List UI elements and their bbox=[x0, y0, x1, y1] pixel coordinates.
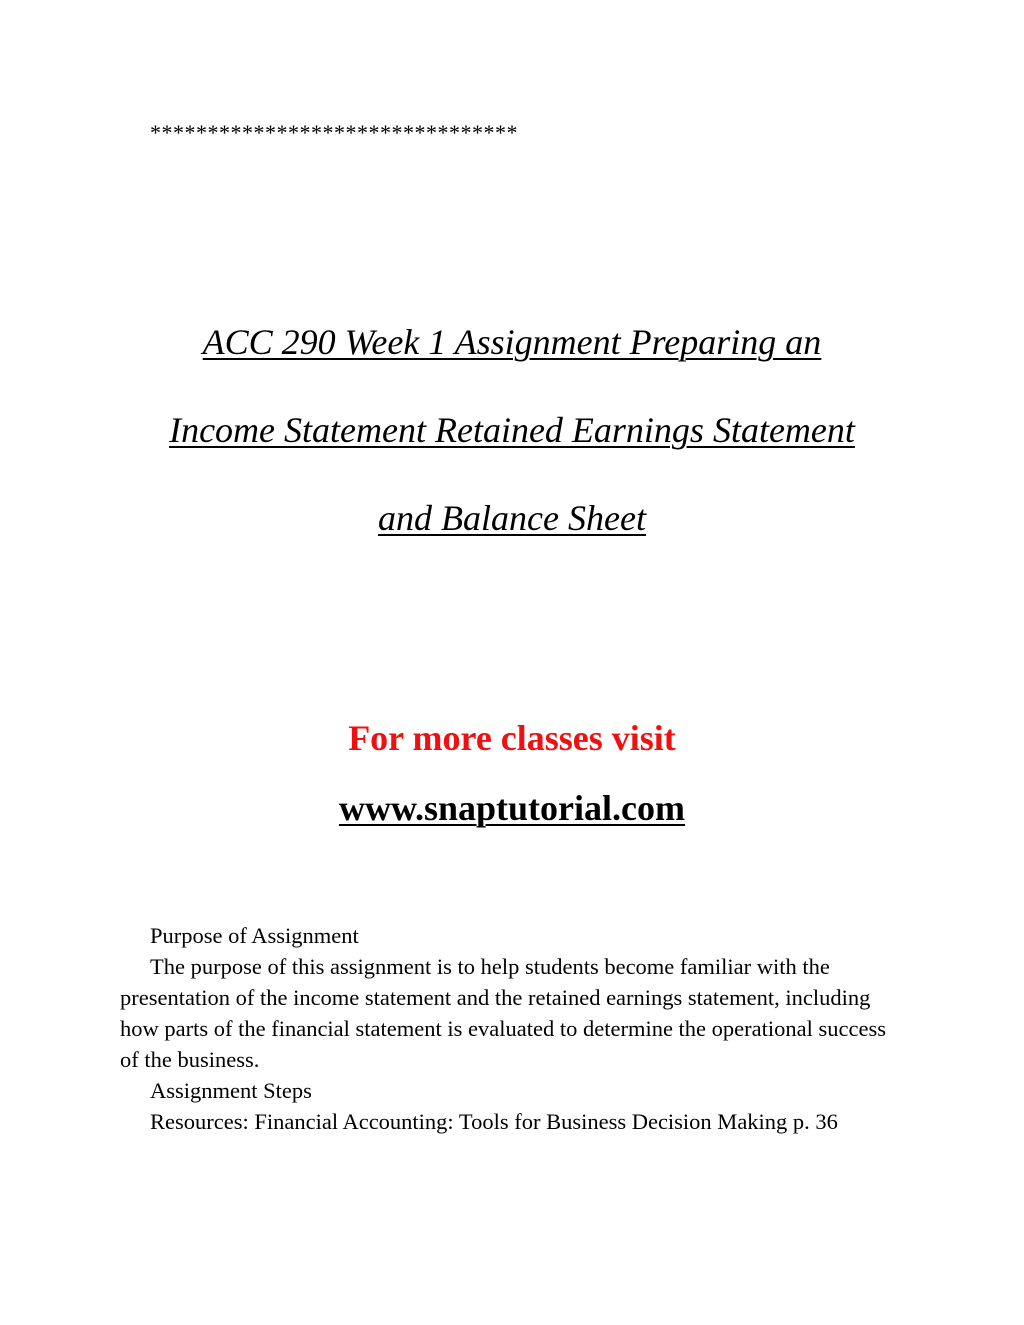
separator-stars: ******************************** bbox=[150, 120, 518, 145]
promo-text: For more classes visit bbox=[348, 718, 676, 758]
title-line-1 bbox=[0, 320, 1024, 364]
title-line-3-text: and Balance Sheet bbox=[378, 498, 646, 538]
promo-link-container bbox=[0, 786, 1024, 830]
paragraph-purpose-body: The purpose of this assignment is to help students become familiar with the presentation of the income statement and the retained earnings statement, including how parts of the financial statement is evaluated to determine the operational success of the business. bbox=[120, 954, 886, 1072]
title-line-3 bbox=[0, 496, 1024, 540]
promo-link[interactable]: www.snaptutorial.com bbox=[338, 788, 685, 828]
title-line-2-text: Income Statement Retained Earnings Statement bbox=[169, 410, 855, 450]
paragraph-resources: Resources: Financial Accounting: Tools for Business Decision Making p. 36 bbox=[150, 1109, 838, 1134]
title-line-2 bbox=[0, 408, 1024, 452]
title-line-1-text: ACC 290 Week 1 Assignment Preparing an bbox=[202, 322, 822, 362]
body-text bbox=[120, 920, 910, 1137]
paragraph-purpose-heading: Purpose of Assignment bbox=[150, 923, 359, 948]
paragraph-steps-heading: Assignment Steps bbox=[150, 1078, 312, 1103]
